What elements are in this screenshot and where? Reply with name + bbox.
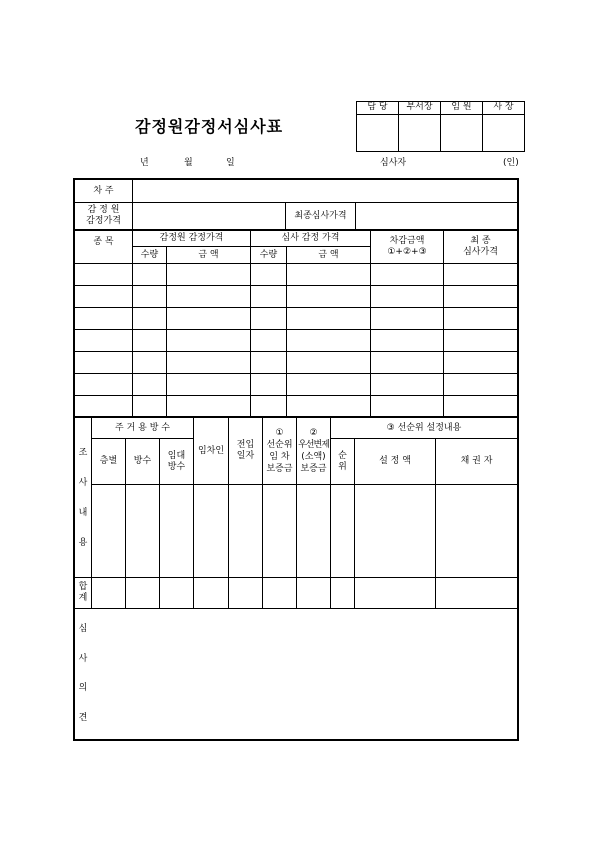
reviewer-label: 심사자 [380,158,407,168]
lease-rooms-header [160,439,193,484]
opinion-char-2: 사 [78,653,88,664]
priority-deposit-line1: 우선변제 [298,440,329,450]
final-price-header [444,231,517,263]
rooms-header: 방수 [133,456,152,466]
total-label [75,578,91,608]
survey-side-label [75,418,91,578]
final-price-header-line1: 최 종 [470,236,491,246]
survey-side-char-3: 내 [78,507,88,518]
tenant-header: 임차인 [197,445,225,456]
opinion-label [75,609,91,739]
senior-lease-line1: 선순위 [266,440,293,450]
floor-header: 층별 [99,456,118,466]
approval-president-label: 사 장 [493,102,514,112]
lease-rooms-line2: 방수 [167,461,186,472]
opinion-char-3: 의 [78,683,88,694]
priority-deposit-num: ② [309,428,318,438]
setting-amount-header: 설 정 액 [379,456,411,466]
survey-side-char-2: 사 [78,477,88,488]
difference-header-line1: 차감금액 [389,236,425,246]
approval-dept-head-label: 부서장 [406,102,433,112]
approval-staff-label: 담 당 [367,102,388,112]
housing-rooms-header: 주 거 용 방 수 [115,422,170,433]
appraisal-price-label [75,203,132,229]
agency-amount-header: 금 액 [198,249,219,260]
appraisal-price-label-line2: 감정가격 [86,216,121,226]
creditor-header: 채 권 자 [460,456,493,466]
item-column-header: 종 목 [93,237,114,247]
agency-price-header: 감정원 감정가격 [159,233,224,243]
movein-date-header [229,418,262,484]
senior-setting-header: ③ 선순위 설정내용 [386,422,462,433]
priority-deposit-line3: 보증금 [300,464,327,474]
page-title: 감정원감정서심사표 [135,117,284,136]
agency-qty-header: 수량 [140,249,159,260]
difference-header [371,231,443,263]
movein-line1: 전입 [236,440,255,450]
review-amount-header: 금 액 [318,249,339,260]
appraisal-price-label-line1: 감 정 원 [87,205,120,215]
date-day: 일 [226,158,235,168]
total-char-2: 계 [78,593,88,603]
date-year: 년 [140,158,149,168]
review-price-header: 심사 감정 가격 [281,233,340,243]
rank-line1: 순 [338,450,347,461]
priority-deposit-header [297,418,330,484]
survey-side-char-1: 조 [78,447,88,458]
senior-lease-num: ① [275,428,284,438]
reviewer-seal: (인) [503,158,519,168]
senior-lease-line3: 보증금 [266,464,293,474]
approval-officer-label: 임 원 [451,102,472,112]
senior-lease-deposit-header [263,418,296,484]
final-price-header-line2: 심사가격 [463,247,498,257]
review-qty-header: 수량 [259,249,278,260]
rank-header [331,439,354,484]
opinion-char-1: 심 [78,624,88,635]
debtor-label: 차 주 [93,185,114,196]
final-review-price-label: 최종심사가격 [294,210,347,221]
difference-header-line2: ①+②+③ [387,247,427,257]
movein-line2: 일자 [236,451,255,461]
rank-line2: 위 [338,461,347,472]
survey-side-char-4: 용 [78,537,88,548]
total-char-1: 합 [78,582,88,592]
lease-rooms-line1: 임대 [167,450,186,461]
priority-deposit-line2: (소액) [301,452,326,462]
senior-lease-line2: 임 차 [269,452,290,462]
date-month: 월 [184,158,193,168]
opinion-char-4: 견 [78,712,88,723]
